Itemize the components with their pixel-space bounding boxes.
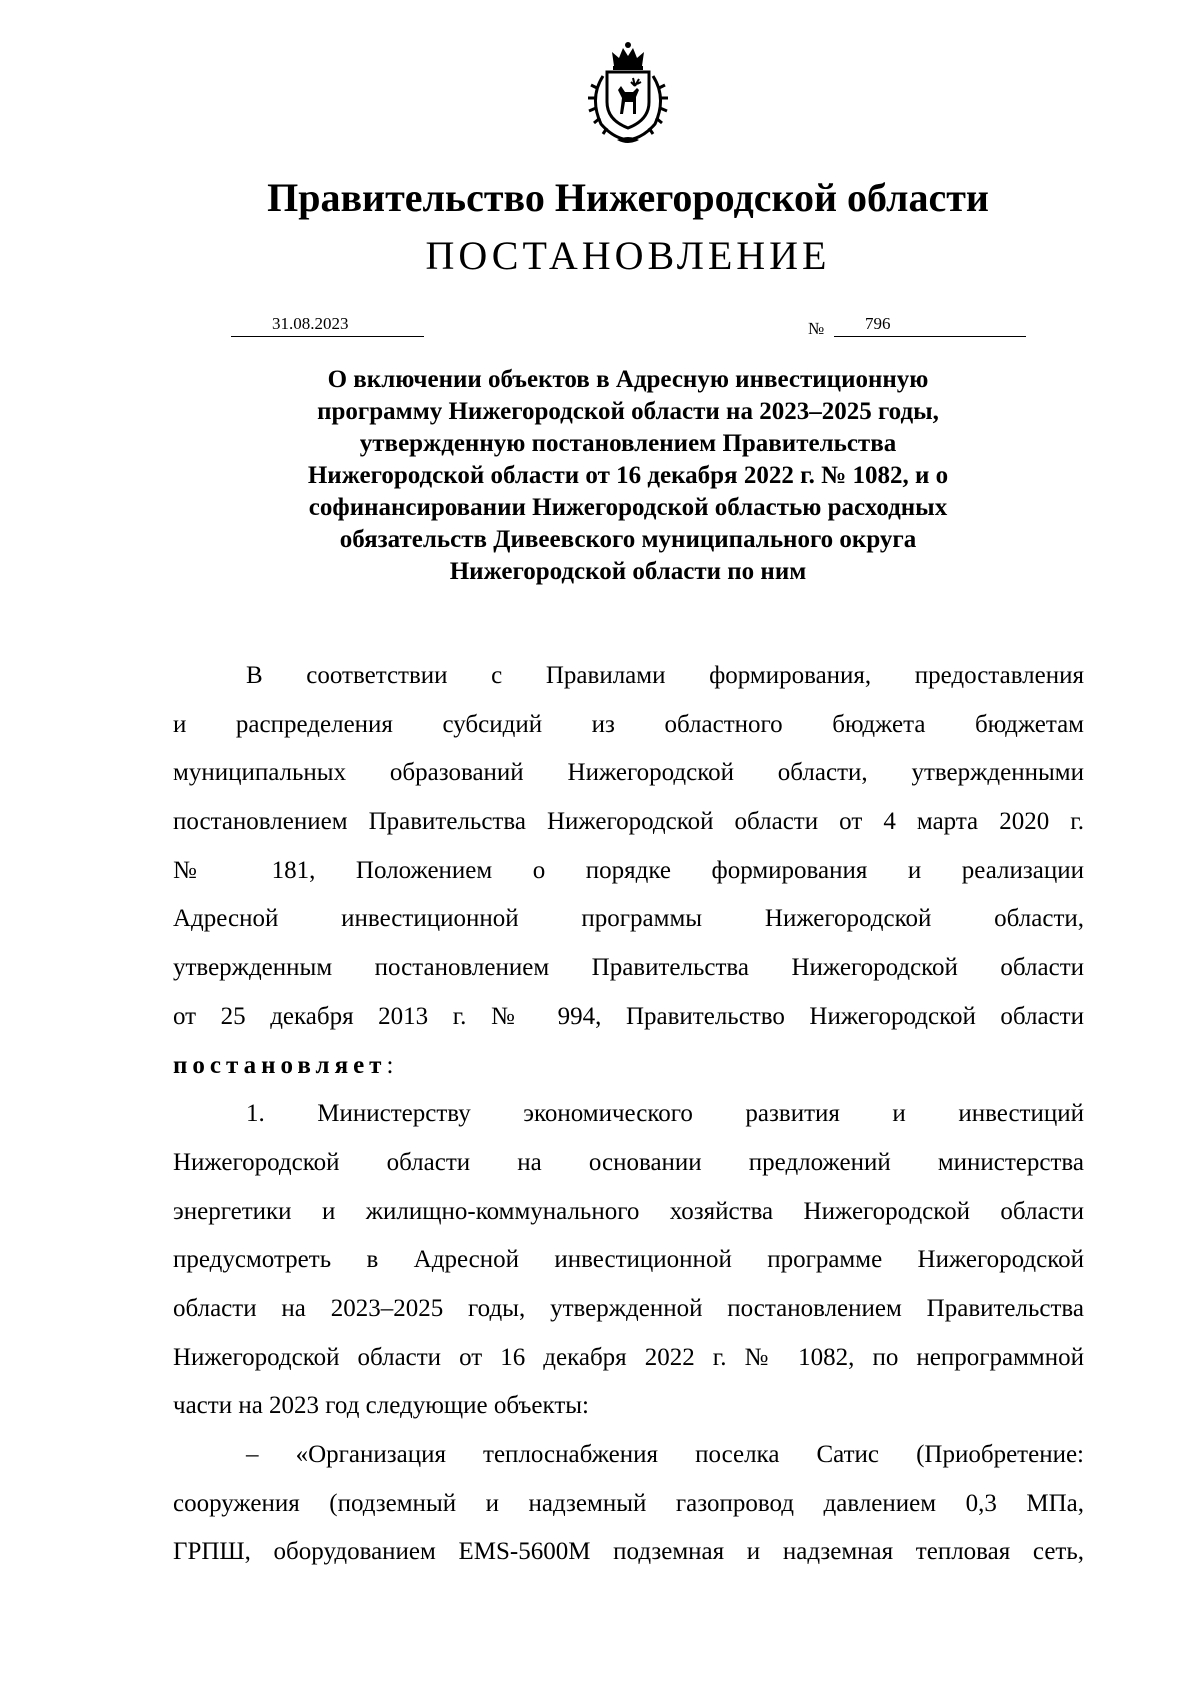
object-line: – «Организация теплоснабжения поселка Сатис (Приобретение: [246, 1441, 1084, 1468]
preamble-line: и распределения субсидий из областного бюджета бюджетам [173, 710, 1084, 738]
preamble-line: В соответствии с Правилами формирования, предоставления [246, 662, 1084, 689]
document-number: 796 [865, 314, 891, 333]
document-date: 31.08.2023 [272, 314, 349, 333]
number-sign: № [808, 319, 825, 338]
decree-line [173, 1042, 1084, 1091]
heading-line: Нижегородской области от 16 декабря 2022 г. № 1082, и о [307, 462, 949, 489]
document-body [173, 652, 1084, 1577]
item1-line: Нижегородской области на основании предложений министерства [173, 1148, 1084, 1176]
organization-title: Правительство Нижегородской области [267, 175, 989, 220]
preamble-line: постановлением Правительства Нижегородской области от 4 марта 2020 г. [173, 808, 1084, 836]
item1-line: предусмотреть в Адресной инвестиционной программе Нижегородской [173, 1246, 1084, 1274]
preamble-line: № 181, Положением о порядке формирования и реализации [173, 856, 1084, 884]
heading-line: обязательств Дивеевского муниципального округа [339, 526, 917, 553]
item1-line: области на 2023–2025 годы, утвержденной постановлением Правительства [173, 1294, 1084, 1322]
item1-line: Нижегородской области от 16 декабря 2022 г. № 1082, по непрограммной [173, 1343, 1084, 1371]
item1-line: 1. Министерству экономического развития и инвестиций [246, 1100, 1084, 1128]
coat-of-arms-icon [573, 40, 683, 148]
heading-line: софинансировании Нижегородской областью расходных [308, 494, 948, 521]
heading-line: Нижегородской области по ним [449, 558, 807, 585]
number-underline [834, 336, 1026, 337]
document-heading [200, 364, 1056, 588]
decree-colon: : [386, 1051, 394, 1079]
heading-line: О включении объектов в Адресную инвестиционную [327, 366, 929, 393]
preamble-line: Адресной инвестиционной программы Нижегородской области, [173, 905, 1084, 933]
preamble-line: утвержденным постановлением Правительства Нижегородской области [173, 954, 1084, 982]
item1-line: части на 2023 год следующие объекты: [173, 1392, 589, 1420]
object-line: ГРПШ, оборудованием EMS-5600М подземная и надземная тепловая сеть, [173, 1538, 1084, 1566]
preamble-line: муниципальных образований Нижегородской области, утвержденными [173, 759, 1084, 787]
heading-line: программу Нижегородской области на 2023–2025 годы, [317, 398, 939, 425]
date-underline [231, 336, 424, 337]
preamble-line: от 25 декабря 2013 г. № 994, Правительство Нижегородской области [173, 1002, 1084, 1030]
object-line: сооружения (подземный и надземный газопровод давлением 0,3 МПа, [173, 1489, 1084, 1517]
decree-word: постановляет [173, 1051, 387, 1079]
heading-line: утвержденную постановлением Правительства [359, 430, 897, 457]
document-type: ПОСТАНОВЛЕНИЕ [425, 233, 831, 278]
item1-line: энергетики и жилищно-коммунального хозяйства Нижегородской области [173, 1197, 1084, 1225]
